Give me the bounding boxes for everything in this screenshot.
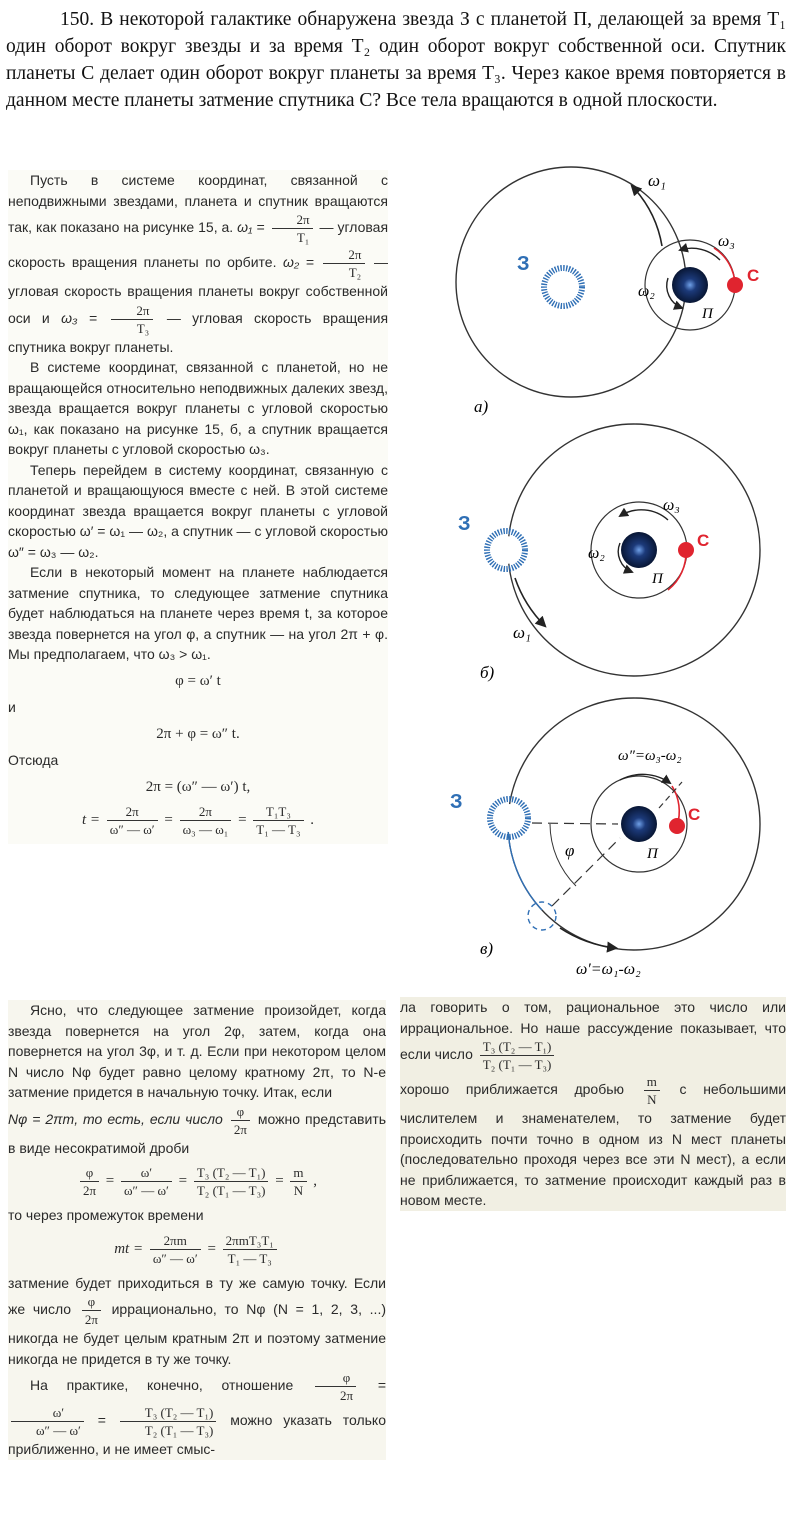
denominator: T₂ (T₁ — T₃) [196,1183,266,1198]
numerator: m [644,1073,660,1091]
fraction [111,302,152,337]
numerator: 2πm [150,1232,201,1250]
conjunction-and: и [8,699,16,715]
solution-para-4: Если в некоторый момент на планете наблюдается затмение спутника, то следующее затмение спутника будет наблюдаться на планете через время t, за которое звезда повернется на угол φ, а спутник — на угол 2π + φ. Мы предполагаем, что ω₃ > ω₁. [8,564,388,662]
phi-label: φ [565,841,575,860]
numerator: φ [315,1369,356,1387]
omega2-def: ω₂ = [282,254,314,271]
right-text: с небольшими числителем и знаменателем, то затмение будет происходить почти точно в одном из N мест планеты (последовательно проходя через все эти N мест), а если не приближается, то затмение происходит каждый раз в новом месте. [400,1081,787,1208]
planet-label: П [702,306,713,322]
orbit-figure [420,158,790,988]
omega1-label: ω₁ [648,171,666,190]
star-label: З [450,791,463,813]
omega2-label: ω₂ [638,283,655,300]
omega3-arrow [620,510,668,520]
denominator: ω″ — ω′ [124,1183,169,1198]
caption-b: б) [480,663,495,682]
continuation-column [8,1000,386,1460]
fraction [323,246,364,281]
cont-para-5: На практике, конечно, отношение $\frac{\varphi}{2\pi}$ = $\frac{\omega'}{\omega'' — \omega'}$ = $\frac{\text{T₃ (T₂ — T₁)}}{\text{T₂ (T₁ — T₃)}}$ можно указать только приближенно, и не имеет смыс- [8,1370,386,1457]
denominator: N [293,1183,304,1198]
star-icon [490,799,528,837]
numerator: ω′ [11,1404,84,1422]
problem-text: В некоторой галактике обнаружена звезда З с планетой П, делающей за время T₁ один оборот вокруг звезды и за время T₂ один оборот вокруг собственной оси. Спутник планеты С делает один оборот вокруг планеты за время T₃. Через какое время повторяется в данном месте планеты затмение спутника С? Все тела вращаются в одной плоскости. [6,9,787,111]
cont-para-1: Ясно, что следующее затмение произойдет, когда звезда повернется на угол 2φ, затем, когда она повернется на угол 3φ, и т. д. Если при некотором целом N число Nφ будет равно целому кратному 2π, то N-е затмение придется в начальную точку. Итак, если [8,1002,386,1100]
numerator: ω′ [121,1164,172,1182]
fraction [644,1073,660,1108]
numerator: T₃ (T₂ — T₁) [194,1164,269,1182]
numerator: 2π [272,211,313,229]
solution-text: Пусть в системе координат, связанной с неподвижными звездами, планета и спутник вращаются так, как показано на рисунке 15, а. [8,172,388,236]
cont-text: затмение будет приходиться в ту же самую точку. Если же число [8,1274,386,1318]
fraction [120,1404,217,1439]
denominator: T₃ [136,320,150,336]
cont-para-4 [8,1273,386,1370]
star-label: З [517,253,530,275]
omega2-label: ω₂ [588,545,605,562]
panel-c [450,698,760,978]
solution-para-1 [8,170,388,357]
solution-column [8,170,388,844]
equation-2: 2π + φ = ω″ t. [156,725,240,742]
fraction [82,1293,101,1328]
fraction [150,1232,201,1267]
planet-icon [672,267,708,303]
numerator: 2π [323,246,364,264]
conjunction-hence: Отсюда [8,752,59,768]
numerator: T₃ (T₂ — T₁) [480,1038,555,1056]
fraction [480,1038,555,1073]
omega-prime-label: ω′=ω₁-ω₂ [576,961,641,978]
caption-c: в) [480,939,494,958]
right-column [400,997,786,1211]
fraction [194,1164,269,1199]
denominator: ω″ — ω′ [109,822,155,837]
problem-number: 150. [60,9,95,30]
mt-lhs: mt = [114,1240,144,1257]
numerator: 2π [180,803,232,821]
cont-text: можно представить в виде несократимой дроби [8,1110,387,1156]
star-ghost [528,902,556,930]
omega3-label: ω₃ [663,497,680,514]
star-icon [544,268,582,306]
omega-double-prime-label: ω″=ω₃-ω₂ [618,748,682,764]
fraction [11,1404,84,1439]
omega1-label: ω₁ [513,623,531,642]
planet-icon [621,532,657,568]
fraction [180,803,232,838]
panel-b [458,424,760,682]
denominator: ω₃ — ω₁ [182,822,229,837]
fraction [121,1164,172,1199]
equation-4: t = $\frac{2\pi}{\omega'' — \omega'}$ = $\frac{2\pi}{\text{ω₃ — ω₁}}$ = $\frac{\text{T₁T₃}}{\text{T₁ — T₃}}$ . [81,804,314,837]
denominator: T₁ — T₃ [256,822,301,837]
denominator: 2π [84,1312,98,1327]
equation-3: 2π = (ω″ — ω′) t, [145,778,251,795]
cont-text: Nφ = 2πm, то есть, если число [8,1110,223,1127]
fraction [315,1369,356,1404]
right-text: хорошо приближается дробью [400,1081,625,1098]
solution-text: — угловая скорость вращения планеты вокруг собственной оси и [8,254,389,326]
fraction [253,803,303,838]
denominator: 2π [82,1183,97,1198]
numerator: 2π [107,803,158,821]
ghost-planet-line [552,838,620,906]
denominator: T₁ [296,230,310,245]
denominator: T₁ — T₃ [227,1250,272,1266]
numerator: φ [82,1293,101,1311]
numerator: T₃ (T₂ — T₁) [120,1404,217,1422]
denominator: 2π [340,1388,354,1403]
fraction [272,211,313,246]
eq4-lhs: t = [81,811,101,828]
denominator: N [647,1092,657,1107]
denominator: ω″ — ω′ [152,1250,198,1266]
planet-label: П [652,571,663,587]
omega3-label: ω₃ [718,233,735,250]
numerator: φ [231,1103,250,1121]
cont-para-3: то через промежуток времени [8,1207,204,1223]
sat-label: С [697,531,710,550]
solution-text: — угловая скорость вращения планеты по орбите. [8,219,389,271]
fraction [223,1232,277,1267]
denominator: T₂ (T₁ — T₃) [482,1057,552,1072]
right-para-2 [400,1073,786,1211]
planet-icon [621,806,657,842]
fraction [107,803,158,838]
solution-text: — угловая скорость вращения спутника вокруг планеты. [8,309,389,355]
star-planet-line [532,823,618,824]
panel-a [456,167,759,416]
problem-statement [6,6,786,114]
cont-text: На практике, конечно, отношение [30,1377,294,1394]
omega3-arrow [680,248,720,260]
solution-para-2: В системе координат, связанной с планетой, но не вращающейся относительно неподвижных далеких звезд, звезда вращается вокруг планеты с угловой скоростью ω₁, как показано на рисунке 15, б, а спутник вращается вокруг планеты с угловой скоростью ω₃. [8,359,388,457]
cont-para-2 [8,1103,386,1159]
star-label: З [458,513,471,535]
sat-label: С [688,805,701,824]
omega1-def: ω₁ = [237,219,265,236]
planet-label: П [647,846,658,862]
equation-1: φ = ω′ t [175,672,221,689]
caption-a: а) [474,397,489,416]
time-interval-eq: mt = $\frac{2\pi m}{\omega'' — \omega'}$ = $\frac{\text{2πmT₃T₁}}{\text{T₁ — T₃}}$ [8,1232,386,1267]
denominator: T₂ [348,265,362,280]
star-icon [487,531,525,569]
denominator: 2π [233,1121,247,1137]
right-para-1 [400,997,786,1073]
cont-text: иррационально, то Nφ (N = 1, 2, 3, ...) никогда не будет целым кратным 2π и поэтому затмение никогда не придется в ту же точку. [8,1301,386,1367]
cont-text: можно указать только приближенно, и не имеет смыс- [8,1412,386,1457]
right-text: ла говорить о том, рациональное это число или иррациональное. Но наше рассуждение показывает, что если число [400,999,786,1063]
numerator: T₁T₃ [253,803,303,821]
numerator: φ [80,1164,99,1182]
numerator: 2πmT₃T₁ [223,1232,277,1250]
omega3-def: ω₃ = [61,309,98,326]
irreducible-fraction-eq: $\frac{\varphi}{2\pi}$ = $\frac{\omega'}{\omega'' — \omega'}$ = $\frac{\text{T₃ (T₂ — T₁)}}{\text{T₂ (T₁ — T₃)}}$ = $\frac{m}{N}$ , [8,1164,386,1199]
denominator: T₂ (T₁ — T₃) [144,1423,214,1438]
fraction [231,1103,250,1138]
solution-para-3: Теперь перейдем в систему координат, связанную с планетой и вращающуюся вместе с ней. В этой системе координат звезда вращается вокруг планеты с угловой скоростью ω′ = ω₁ — ω₂, а спутник — с угловой скоростью ω″ = ω₃ — ω₂. [8,461,388,560]
numerator: m [290,1164,306,1182]
fraction [80,1164,99,1199]
numerator: 2π [111,302,152,320]
denominator: ω″ — ω′ [36,1423,81,1438]
fraction [290,1164,306,1199]
sat-label: С [747,266,760,285]
